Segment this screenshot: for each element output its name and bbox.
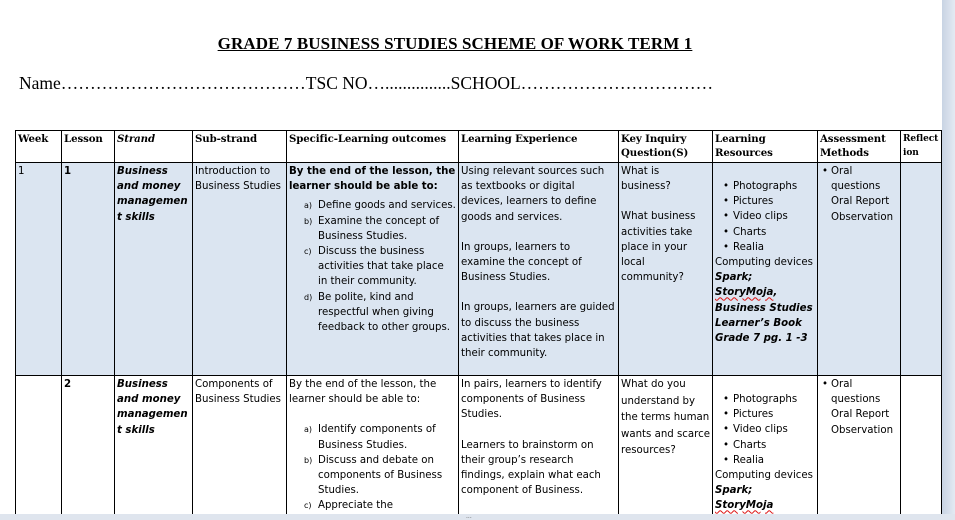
resources-cell: • Photographs • Pictures • Video clips • Charts • Realia Computing devices Spark; StoryMoja, Business Studies Learner’s Book Grade 7 pg. 1 -3 bbox=[713, 163, 818, 376]
list-item: • Video clips bbox=[733, 209, 815, 224]
resources-book: Business Studies Learner’s Book Grade 7 pg. 1 -3 bbox=[715, 302, 813, 345]
assessment-line: Oral Report bbox=[831, 196, 890, 208]
list-item: What do you understand by the terms human wants and scarce resources? bbox=[621, 379, 710, 456]
strand-cell: Business and money management skills bbox=[115, 163, 193, 376]
header-strand: Strand bbox=[115, 131, 193, 163]
week-cell: 1 bbox=[16, 163, 62, 376]
header-assessment: Assessment Methods bbox=[818, 131, 901, 163]
window-bottom-edge bbox=[0, 514, 955, 520]
list-item: Define goods and services. bbox=[318, 200, 456, 212]
reflection-cell bbox=[901, 163, 942, 376]
list-item: • Pictures bbox=[733, 194, 815, 209]
assessment-cell bbox=[818, 163, 901, 376]
outcomes-cell bbox=[287, 376, 459, 515]
outcomes-intro: By the end of the lesson, the learner should be able to: bbox=[289, 379, 437, 406]
experience-cell bbox=[459, 376, 619, 515]
resources-list bbox=[715, 392, 815, 468]
outcomes-cell bbox=[287, 163, 459, 376]
strand-cell: Business and money management skills bbox=[115, 376, 193, 515]
list-item: Be polite, kind and respectful when giving feedback to other groups. bbox=[318, 291, 451, 334]
assessment-list bbox=[820, 164, 898, 194]
document-title: GRADE 7 BUSINESS STUDIES SCHEME OF WORK TERM 1 bbox=[217, 34, 693, 53]
header-reflection: Reflection bbox=[901, 131, 942, 163]
header-substrand: Sub-strand bbox=[193, 131, 287, 163]
experience-cell bbox=[459, 163, 619, 376]
substrand-cell: Components of Business Studies bbox=[193, 376, 287, 515]
list-item: • Realia bbox=[733, 453, 815, 468]
header-week: Week bbox=[16, 131, 62, 163]
list-item: In groups, learners are guided to discuss the business activities that takes place in their community. bbox=[461, 302, 615, 360]
name-line: Name……………………………………TSC NO…...............SCHOOL…………………………… bbox=[19, 73, 714, 93]
list-item: • Photographs bbox=[733, 179, 815, 194]
reflection-cell bbox=[901, 376, 942, 515]
list-item: • Oral questions bbox=[831, 164, 898, 194]
scheme-table bbox=[15, 130, 942, 514]
assessment-list bbox=[820, 377, 898, 407]
resources-extra: Computing devices bbox=[715, 257, 813, 269]
assessment-line: Oral Report bbox=[831, 409, 890, 421]
list-item: Discuss the business activities that take place in their community. bbox=[318, 246, 444, 288]
resources-storymoja: StoryMoja bbox=[715, 287, 774, 299]
list-item: • Pictures bbox=[733, 407, 815, 422]
outcomes-intro: By the end of the lesson, the learner should be able to: bbox=[289, 166, 456, 193]
inquiry-cell bbox=[619, 163, 713, 376]
week-cell bbox=[16, 376, 62, 515]
resources-storymoja: StoryMoja bbox=[715, 500, 774, 512]
page-gutter bbox=[942, 0, 955, 520]
list-item: In groups, learners to examine the concept of Business Studies. bbox=[461, 241, 582, 284]
list-item: Appreciate the bbox=[318, 500, 394, 512]
list-item: • Video clips bbox=[733, 422, 815, 437]
header-row bbox=[16, 131, 942, 163]
list-item: In pairs, learners to identify components of Business Studies. bbox=[461, 379, 602, 421]
list-item: Learners to brainstorm on their group’s research findings, explain what each component of Business. bbox=[461, 439, 601, 497]
resources-list bbox=[715, 179, 815, 255]
list-item: Using relevant sources such as textbooks or digital devices, learners to define goods and services. bbox=[461, 166, 605, 223]
outcomes-list bbox=[289, 422, 456, 513]
list-item: Examine the concept of Business Studies. bbox=[318, 215, 440, 242]
table-row bbox=[16, 376, 942, 515]
list-item: Identify components of Business Studies. bbox=[318, 424, 436, 451]
list-item: What is business? bbox=[621, 166, 671, 193]
header-outcomes: Specific-Learning outcomes bbox=[287, 131, 459, 163]
resources-extra: Computing devices bbox=[715, 470, 813, 482]
outcomes-list bbox=[289, 198, 456, 335]
lesson-cell: 2 bbox=[62, 376, 115, 515]
header-inquiry: Key Inquiry Question(S) bbox=[619, 131, 713, 163]
list-item: • Photographs bbox=[733, 392, 815, 407]
list-item: • Charts bbox=[733, 438, 815, 453]
header-lesson: Lesson bbox=[62, 131, 115, 163]
inquiry-cell bbox=[619, 376, 713, 515]
table-row bbox=[16, 163, 942, 376]
assessment-line: Observation bbox=[831, 211, 894, 223]
list-item: • Oral questions bbox=[831, 377, 898, 407]
header-resources: Learning Resources bbox=[713, 131, 818, 163]
resources-spark: Spark; bbox=[715, 272, 753, 284]
resources-spark: Spark; bbox=[715, 485, 753, 497]
header-experience: Learning Experience bbox=[459, 131, 619, 163]
list-item: • Realia bbox=[733, 240, 815, 255]
substrand-cell: Introduction to Business Studies bbox=[193, 163, 287, 376]
assessment-cell bbox=[818, 376, 901, 515]
footer-dots: ... bbox=[466, 513, 472, 520]
resources-cell bbox=[713, 376, 818, 515]
list-item: What business activities take place in your local community? bbox=[621, 211, 696, 284]
list-item: Discuss and debate on components of Business Studies. bbox=[318, 454, 443, 497]
lesson-cell: 1 bbox=[62, 163, 115, 376]
list-item: • Charts bbox=[733, 225, 815, 240]
assessment-line: Observation bbox=[831, 424, 894, 436]
